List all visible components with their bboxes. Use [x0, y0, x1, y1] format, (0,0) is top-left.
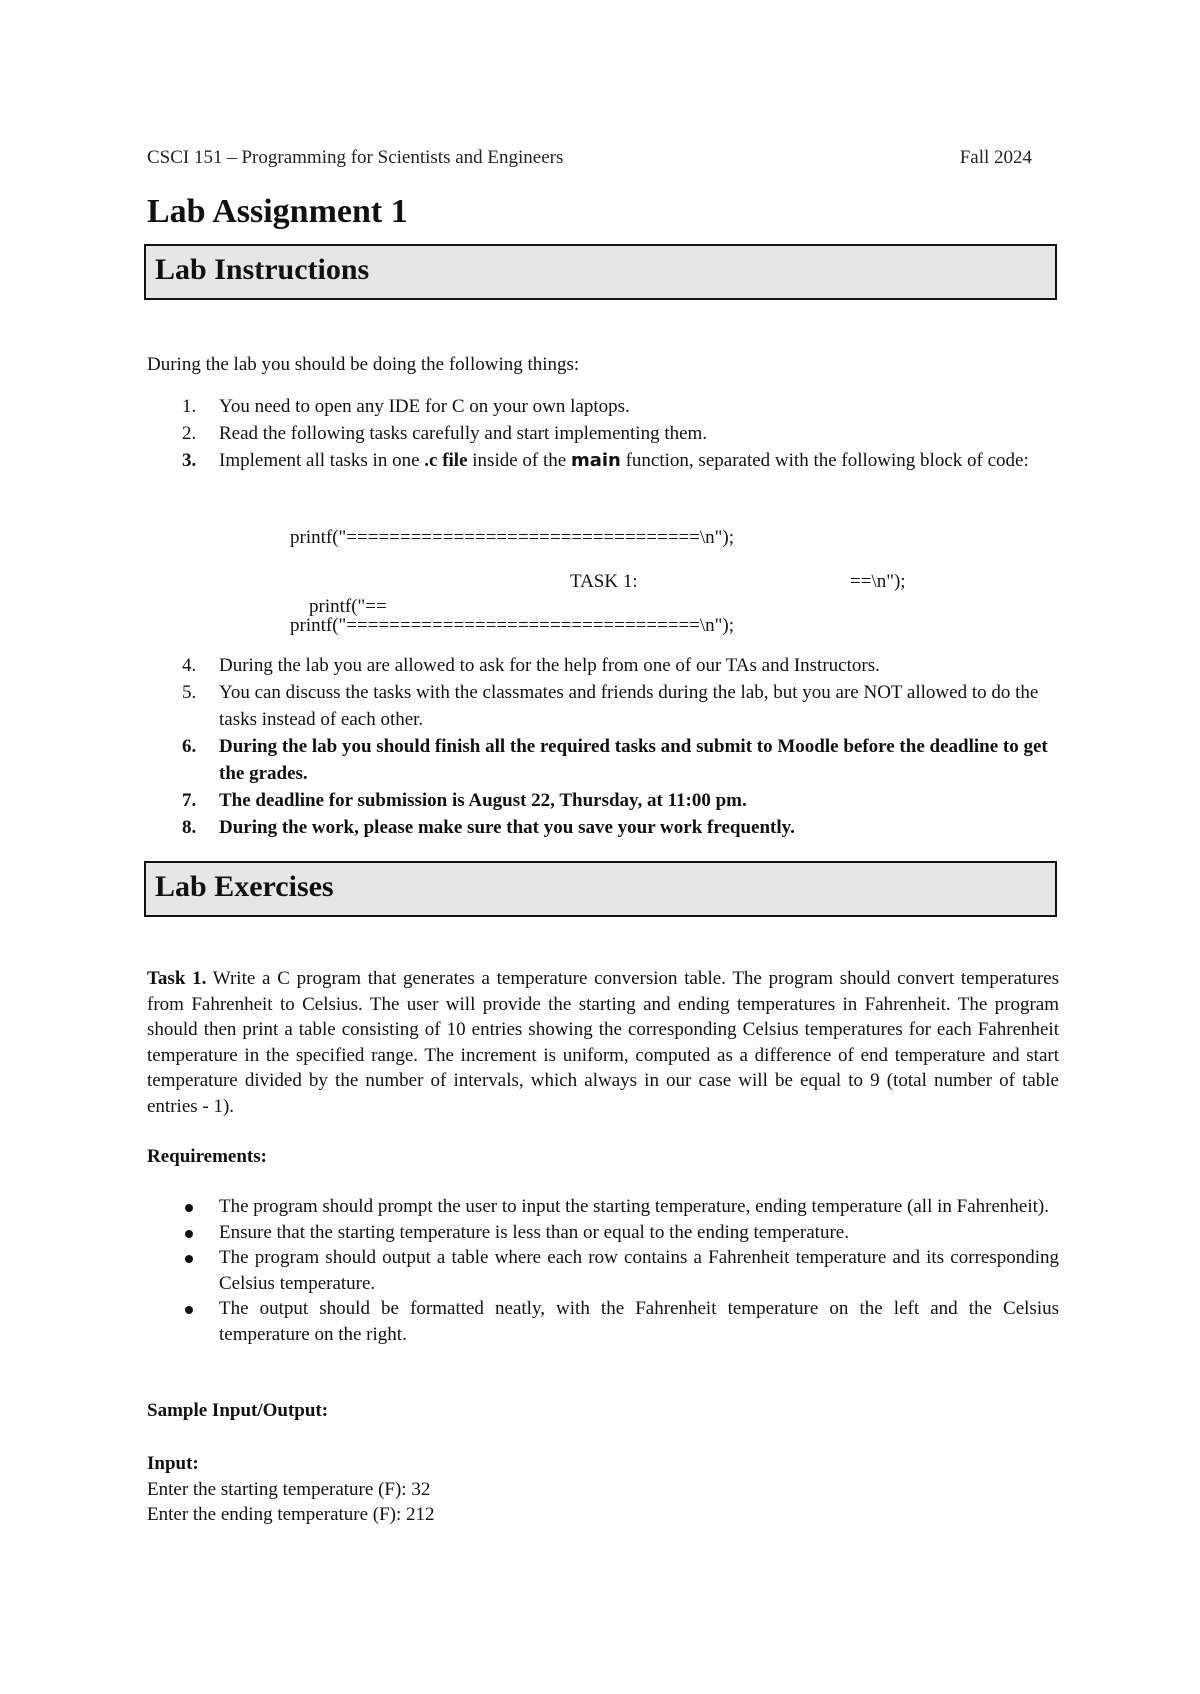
course-header	[147, 147, 1032, 169]
input-heading: Input:	[147, 1453, 199, 1474]
bullet-text: Ensure that the starting temperature is less than or equal to the ending temperature.	[219, 1221, 849, 1243]
list-number: 5.	[182, 682, 197, 703]
list-item	[147, 814, 1059, 841]
list-text-main: main	[570, 450, 621, 471]
list-text: Read the following tasks carefully and start implementing them.	[219, 423, 708, 444]
list-item	[147, 733, 1059, 787]
code-task-label: TASK 1:	[570, 571, 638, 592]
list-text: You need to open any IDE for C on your own laptops.	[219, 396, 630, 417]
input-line: Enter the starting temperature (F): 32	[147, 1479, 431, 1500]
bullet-icon	[185, 1255, 193, 1263]
list-text-mid: inside of the	[467, 450, 571, 471]
list-number: 2.	[182, 423, 197, 444]
bullet-icon	[185, 1230, 193, 1238]
section-header-exercises	[144, 861, 1057, 917]
list-text-pre: Implement all tasks in one	[219, 450, 425, 471]
list-item	[147, 420, 1059, 447]
bullet-item	[147, 1194, 1059, 1220]
code-line: printf("=================================\n");	[290, 615, 735, 636]
course-name: CSCI 151 – Programming for Scientists and Engineers	[147, 147, 564, 168]
list-text-c-file: .c file	[424, 450, 468, 471]
task-label: Task 1.	[147, 968, 207, 989]
code-right: ==\n");	[850, 571, 906, 592]
list-number: 6.	[182, 736, 197, 757]
bullet-item	[147, 1245, 1059, 1296]
task-text: Write a C program that generates a temperature conversion table. The program should convert temperatures from Fahrenheit to Celsius. The user will provide the starting and ending temperatures in Fahrenheit. The program should then print a table consisting of 10 entries showing the corresponding Celsius temperatures for each Fahrenheit temperature in the specified range. The increment is uniform, computed as a difference of end temperature and start temperature divided by the number of intervals, which always in our case will be equal to 9 (total number of table entries - 1).	[147, 968, 1059, 1117]
code-line: printf("=================================\n");	[290, 527, 735, 548]
list-item	[147, 679, 1059, 733]
instructions-intro: During the lab you should be doing the following things:	[147, 354, 580, 375]
list-item	[147, 447, 1059, 474]
bullet-text: The program should output a table where each row contains a Fahrenheit temperature and its corresponding Celsius temperature.	[219, 1247, 1059, 1294]
code-left: printf("==	[309, 596, 387, 617]
document-page	[147, 0, 1062, 1694]
section-heading: Lab Instructions	[155, 253, 370, 286]
list-number: 4.	[182, 655, 197, 676]
instructions-list	[147, 393, 1059, 474]
list-text: During the work, please make sure that you save your work frequently.	[219, 817, 795, 838]
section-header-instructions	[144, 244, 1057, 300]
list-item	[147, 787, 1059, 814]
list-number: 8.	[182, 817, 197, 838]
document-title: Lab Assignment 1	[147, 193, 408, 230]
list-number: 3.	[182, 450, 197, 471]
bullet-text: The output should be formatted neatly, with the Fahrenheit temperature on the left and the Celsius temperature on the right.	[219, 1298, 1059, 1345]
list-text: During the lab you are allowed to ask for the help from one of our TAs and Instructors.	[219, 655, 880, 676]
list-item	[147, 652, 1059, 679]
list-number: 1.	[182, 396, 197, 417]
instructions-list-continued	[147, 652, 1059, 841]
term-label: Fall 2024	[959, 147, 1032, 168]
sample-io-heading: Sample Input/Output:	[147, 1400, 329, 1421]
bullet-item	[147, 1296, 1059, 1347]
list-text: During the lab you should finish all the required tasks and submit to Moodle before the deadline to get the grades.	[219, 736, 1048, 784]
list-text-post: function, separated with the following block of code:	[620, 450, 1029, 471]
requirements-list	[147, 1194, 1059, 1347]
list-text: The deadline for submission is August 22, Thursday, at 11:00 pm.	[219, 790, 747, 811]
requirements-heading: Requirements:	[147, 1146, 267, 1167]
bullet-item	[147, 1220, 1059, 1246]
section-heading: Lab Exercises	[155, 870, 334, 903]
task-1-description	[147, 966, 1059, 1119]
input-line: Enter the ending temperature (F): 212	[147, 1504, 435, 1525]
bullet-icon	[185, 1204, 193, 1212]
bullet-text: The program should prompt the user to input the starting temperature, ending temperature (all in Fahrenheit).	[219, 1196, 1049, 1217]
list-item	[147, 393, 1059, 420]
list-text: You can discuss the tasks with the classmates and friends during the lab, but you are NOT allowed to do the tasks instead of each other.	[219, 682, 1039, 730]
list-number: 7.	[182, 790, 197, 811]
bullet-icon	[185, 1306, 193, 1314]
